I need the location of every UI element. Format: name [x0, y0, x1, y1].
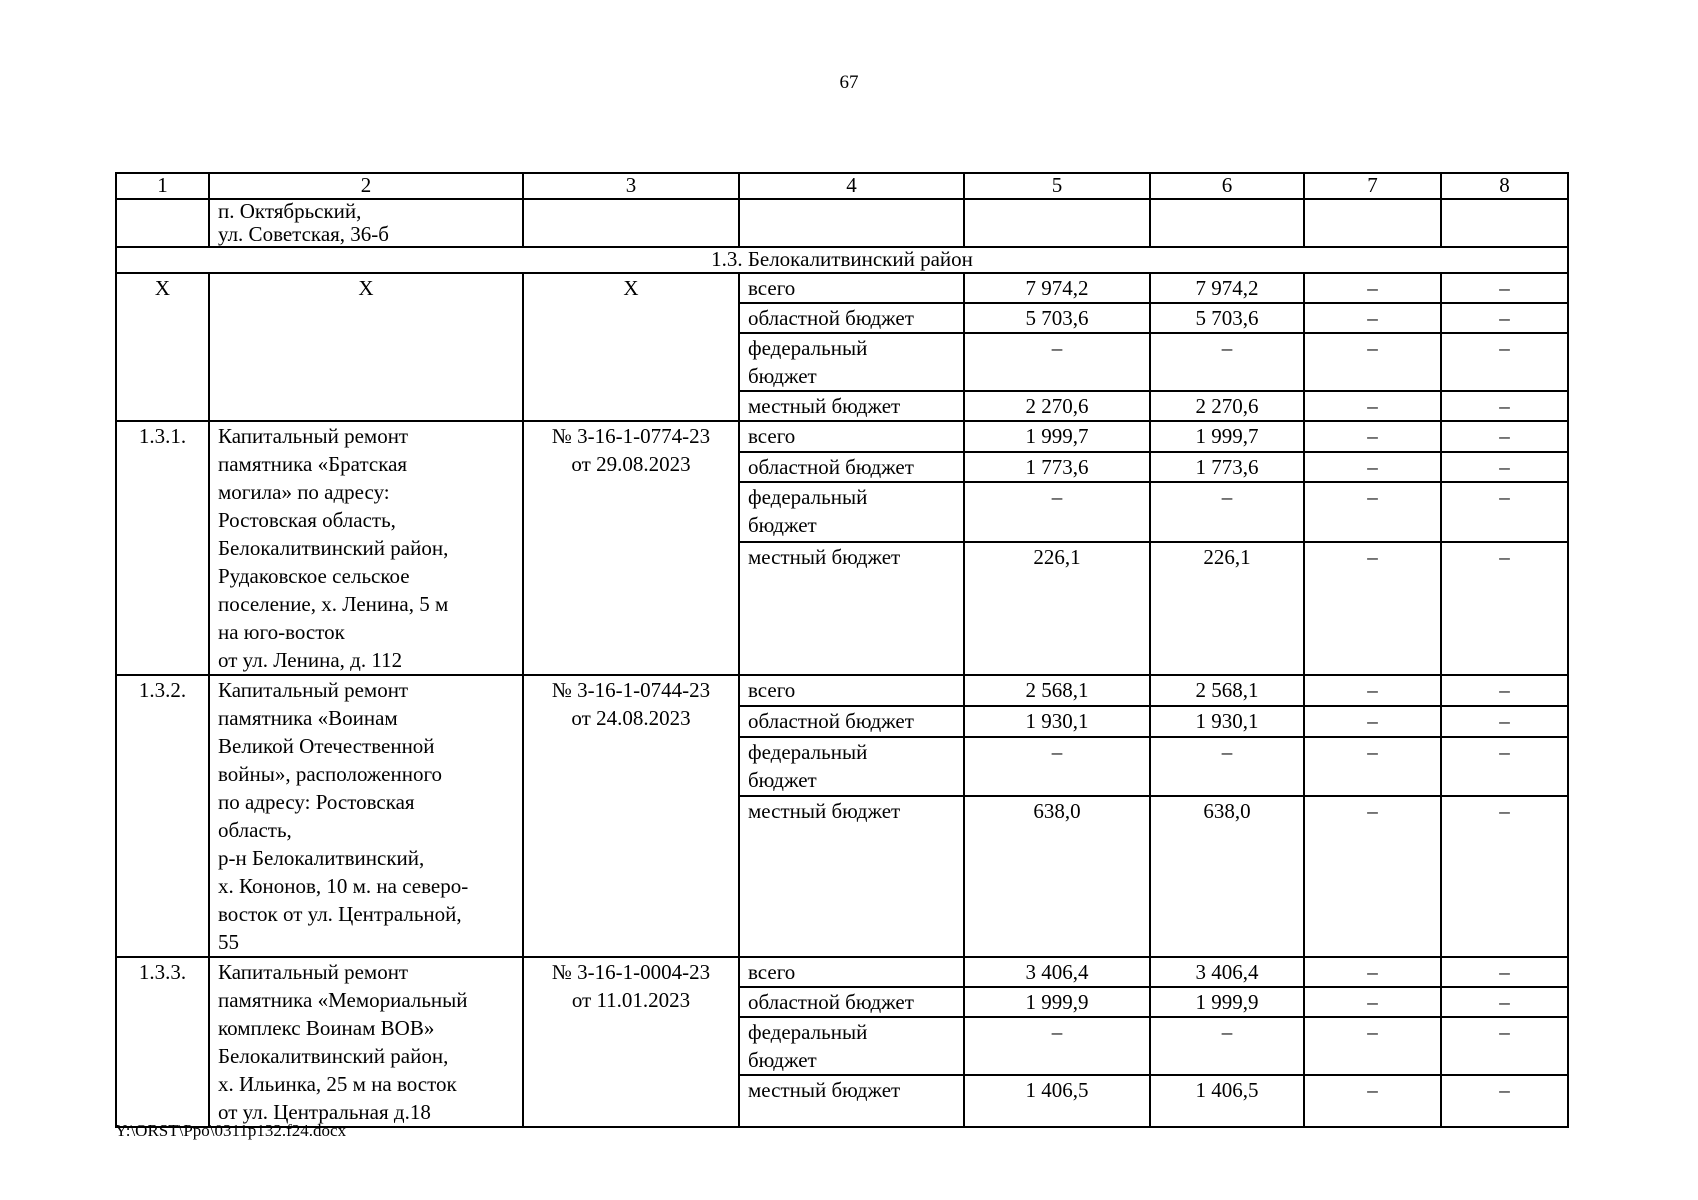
value-col8-cell: [1441, 273, 1568, 303]
funding-source-cell: [739, 303, 964, 333]
value-col7-cell-text: –: [1367, 678, 1378, 702]
value-col8-cell: [1441, 391, 1568, 421]
value-col5-cell: [964, 1017, 1150, 1075]
funding-source-cell-text: областной бюджет: [748, 306, 914, 330]
value-col7-cell-text: –: [1367, 485, 1378, 510]
funding-source-cell-text: федеральный бюджет: [748, 739, 868, 792]
value-col7-cell: [1304, 1017, 1441, 1075]
column-number-row: [116, 173, 1568, 199]
total-col2-cell: [209, 273, 523, 421]
value-col8-cell: [1441, 987, 1568, 1017]
funding-source-cell-text: областной бюджет: [748, 708, 914, 733]
section-title-text: 1.3. Белокалитвинский район: [711, 247, 973, 271]
funding-source-cell: [739, 273, 964, 303]
value-col7-cell: [1304, 333, 1441, 391]
item-description-cell-text: Капитальный ремонт памятника «Мемориальный комплекс Воинам ВОВ» Белокалитвинский район, х. Ильинка, 25 м на восток от ул. Центральная д.18: [218, 960, 468, 1124]
funding-source-cell: [739, 452, 964, 483]
value-col8-cell-text: –: [1499, 1078, 1510, 1102]
value-col8-cell: [1441, 957, 1568, 987]
empty-cell: [1150, 199, 1304, 247]
section-title: [116, 247, 1568, 273]
item-number-cell-text: 1.3.1.: [138, 424, 187, 448]
value-col7-cell: [1304, 706, 1441, 737]
continuation-address-cell-text: п. Октябрьский, ул. Советская, 36-б: [218, 199, 389, 246]
item-number-cell: [116, 957, 209, 1127]
funding-source-cell-text: областной бюджет: [748, 990, 914, 1014]
value-col6-cell: [1150, 957, 1304, 987]
item-description-cell-text: Капитальный ремонт памятника «Воинам Великой Отечественной войны», расположенного по адресу: Ростовская область, р-н Белокалитвинский, х. Кононов, 10 м. на северо- восток от ул. Центральной, 55: [218, 678, 469, 954]
column-number-header: [1150, 173, 1304, 199]
value-col8-cell: [1441, 482, 1568, 541]
value-col7-cell-text: –: [1367, 424, 1378, 448]
value-col6-cell: [1150, 796, 1304, 957]
funding-source-cell: [739, 737, 964, 797]
funding-source-cell-text: местный бюджет: [748, 394, 901, 418]
value-col6-cell-text: –: [1221, 336, 1233, 360]
value-col6-cell-text: 3 406,4: [1195, 960, 1259, 984]
value-col7-cell-text: –: [1367, 799, 1378, 824]
value-col8-cell-text: –: [1499, 544, 1510, 569]
total-col1-cell-text: Х: [154, 276, 171, 300]
value-col5-cell-text: –: [1051, 336, 1063, 360]
value-col7-cell: [1304, 452, 1441, 483]
funding-source-cell-text: местный бюджет: [748, 544, 901, 569]
value-col7-cell: [1304, 675, 1441, 706]
item-document-cell-text: № 3-16-1-0004-23 от 11.01.2023: [551, 960, 711, 1012]
value-col8-cell: [1441, 421, 1568, 452]
value-col6-cell-text: –: [1221, 739, 1233, 764]
value-col7-cell-text: –: [1367, 276, 1378, 300]
value-col6-cell-text: 226,1: [1203, 544, 1251, 569]
value-col7-cell: [1304, 421, 1441, 452]
item-description-cell: [209, 675, 523, 957]
value-col6-cell: [1150, 452, 1304, 483]
value-col7-cell: [1304, 542, 1441, 675]
empty-cell: [964, 199, 1150, 247]
value-col6-cell: [1150, 987, 1304, 1017]
funding-source-cell-text: местный бюджет: [748, 1078, 901, 1102]
value-col8-cell-text: –: [1499, 799, 1510, 824]
value-col8-cell: [1441, 542, 1568, 675]
funding-source-cell: [739, 421, 964, 452]
funding-source-cell: [739, 957, 964, 987]
column-number-header-text: 5: [1051, 173, 1063, 197]
value-col5-cell: [964, 273, 1150, 303]
value-col5-cell-text: –: [1051, 739, 1063, 764]
value-col6-cell: [1150, 1017, 1304, 1075]
value-col6-cell: [1150, 273, 1304, 303]
value-col8-cell-text: –: [1499, 990, 1510, 1014]
value-col5-cell-text: 2 270,6: [1025, 394, 1089, 418]
table-body: [116, 173, 1568, 1127]
value-col5-cell: [964, 452, 1150, 483]
value-col8-cell-text: –: [1499, 394, 1510, 418]
column-number-header: [739, 173, 964, 199]
value-col8-cell-text: –: [1499, 454, 1510, 479]
value-col5-cell-text: 2 568,1: [1025, 678, 1089, 702]
value-col8-cell: [1441, 1017, 1568, 1075]
value-col6-cell-text: 5 703,6: [1195, 306, 1259, 330]
funding-source-cell-text: областной бюджет: [748, 454, 914, 479]
value-col6-cell-text: –: [1221, 1020, 1233, 1044]
value-col8-cell: [1441, 333, 1568, 391]
value-col8-cell-text: –: [1499, 1020, 1510, 1044]
empty-cell: [523, 199, 739, 247]
value-col5-cell: [964, 675, 1150, 706]
funding-source-cell: [739, 542, 964, 675]
value-col7-cell: [1304, 957, 1441, 987]
continuation-row: [116, 199, 1568, 247]
value-col8-cell-text: –: [1499, 739, 1510, 764]
value-col7-cell: [1304, 303, 1441, 333]
item-document-cell-text: № 3-16-1-0744-23 от 24.08.2023: [551, 678, 711, 730]
value-col5-cell-text: 1 999,7: [1025, 424, 1089, 448]
value-col5-cell-text: –: [1051, 1020, 1063, 1044]
value-col6-cell-text: 638,0: [1203, 799, 1251, 824]
funding-source-cell-text: всего: [748, 276, 796, 300]
funding-source-cell: [739, 706, 964, 737]
value-col5-cell: [964, 796, 1150, 957]
item-description-cell: [209, 957, 523, 1127]
funding-source-cell-text: местный бюджет: [748, 799, 901, 824]
column-number-header: [1304, 173, 1441, 199]
footer-file-path: Y:\ORST\Ppo\0311p132.f24.docx: [115, 1121, 347, 1140]
budget-table: [115, 172, 1569, 1128]
value-col5-cell-text: 7 974,2: [1025, 276, 1089, 300]
total-col3-cell-text: Х: [623, 276, 639, 300]
funding-source-cell-text: всего: [748, 678, 796, 702]
value-col8-cell-text: –: [1499, 708, 1510, 733]
value-col6-cell: [1150, 1075, 1304, 1127]
value-col6-cell-text: 2 270,6: [1195, 394, 1259, 418]
funding-source-cell-text: всего: [748, 960, 796, 984]
value-col7-cell-text: –: [1367, 990, 1378, 1014]
continuation-address-cell: [209, 199, 523, 247]
value-col7-cell-text: –: [1367, 739, 1378, 764]
value-col5-cell: [964, 987, 1150, 1017]
column-number-header: [1441, 173, 1568, 199]
total-col2-cell-text: Х: [358, 276, 374, 300]
value-col6-cell-text: 1 773,6: [1195, 454, 1259, 479]
value-col7-cell: [1304, 737, 1441, 797]
funding-source-cell: [739, 333, 964, 391]
value-col8-cell: [1441, 303, 1568, 333]
value-col7-cell-text: –: [1367, 960, 1378, 984]
value-col6-cell-text: 2 568,1: [1195, 678, 1259, 702]
value-col6-cell: [1150, 542, 1304, 675]
value-col5-cell-text: 1 773,6: [1025, 454, 1089, 479]
column-number-header-text: 8: [1499, 173, 1510, 197]
funding-source-cell: [739, 675, 964, 706]
value-col8-cell-text: –: [1499, 276, 1510, 300]
value-col8-cell-text: –: [1499, 336, 1510, 360]
value-col5-cell-text: –: [1051, 485, 1063, 510]
funding-source-cell: [739, 482, 964, 541]
page-number: 67: [839, 72, 859, 93]
item-document-cell: [523, 421, 739, 675]
value-col5-cell: [964, 391, 1150, 421]
value-col8-cell-text: –: [1499, 678, 1510, 702]
total-col1-cell: [116, 273, 209, 421]
value-col6-cell: [1150, 737, 1304, 797]
value-col7-cell: [1304, 273, 1441, 303]
item-number-cell-text: 1.3.3.: [138, 960, 187, 984]
value-col6-cell: [1150, 333, 1304, 391]
empty-cell: [739, 199, 964, 247]
funding-source-cell: [739, 1075, 964, 1127]
value-col7-cell: [1304, 391, 1441, 421]
value-col5-cell: [964, 542, 1150, 675]
column-number-header: [209, 173, 523, 199]
value-col8-cell-text: –: [1499, 960, 1510, 984]
total-col3-cell: [523, 273, 739, 421]
value-col6-cell: [1150, 421, 1304, 452]
budget-row: [116, 675, 1568, 706]
column-number-header-text: 7: [1367, 173, 1378, 197]
value-col5-cell: [964, 957, 1150, 987]
item-document-cell-text: № 3-16-1-0774-23 от 29.08.2023: [551, 424, 711, 476]
value-col5-cell: [964, 482, 1150, 541]
funding-source-cell-text: федеральный бюджет: [748, 485, 868, 538]
value-col5-cell: [964, 421, 1150, 452]
value-col5-cell-text: 5 703,6: [1025, 306, 1089, 330]
value-col5-cell-text: 638,0: [1033, 799, 1081, 824]
value-col6-cell: [1150, 706, 1304, 737]
column-number-header-text: 2: [360, 173, 372, 197]
funding-source-cell: [739, 796, 964, 957]
value-col7-cell-text: –: [1367, 306, 1378, 330]
item-number-cell-text: 1.3.2.: [138, 678, 187, 702]
value-col8-cell-text: –: [1499, 424, 1510, 448]
value-col7-cell: [1304, 1075, 1441, 1127]
value-col5-cell: [964, 1075, 1150, 1127]
column-number-header-text: 6: [1221, 173, 1233, 197]
funding-source-cell-text: всего: [748, 424, 796, 448]
value-col7-cell-text: –: [1367, 1078, 1378, 1102]
column-number-header-text: 1: [157, 173, 168, 197]
value-col8-cell: [1441, 706, 1568, 737]
empty-cell: [1441, 199, 1568, 247]
value-col8-cell: [1441, 737, 1568, 797]
value-col7-cell-text: –: [1367, 336, 1378, 360]
value-col6-cell-text: 1 999,7: [1195, 424, 1259, 448]
value-col6-cell-text: 1 999,9: [1195, 990, 1259, 1014]
item-number-cell: [116, 421, 209, 675]
value-col5-cell: [964, 303, 1150, 333]
empty-cell: [1304, 199, 1441, 247]
value-col7-cell-text: –: [1367, 394, 1378, 418]
value-col6-cell-text: –: [1221, 485, 1233, 510]
value-col7-cell-text: –: [1367, 1020, 1378, 1044]
value-col5-cell-text: 1 406,5: [1025, 1078, 1089, 1102]
value-col8-cell-text: –: [1499, 306, 1510, 330]
funding-source-cell-text: федеральный бюджет: [748, 1020, 868, 1072]
value-col8-cell: [1441, 675, 1568, 706]
column-number-header: [964, 173, 1150, 199]
column-number-header: [116, 173, 209, 199]
value-col5-cell: [964, 706, 1150, 737]
item-number-cell: [116, 675, 209, 957]
value-col5-cell-text: 3 406,4: [1025, 960, 1089, 984]
funding-source-cell: [739, 391, 964, 421]
column-number-header: [523, 173, 739, 199]
value-col7-cell: [1304, 796, 1441, 957]
value-col5-cell: [964, 333, 1150, 391]
column-number-header-text: 3: [625, 173, 637, 197]
item-document-cell: [523, 675, 739, 957]
funding-source-cell: [739, 987, 964, 1017]
value-col5-cell-text: 1 999,9: [1025, 990, 1089, 1014]
budget-row: [116, 273, 1568, 303]
section-title-row: [116, 247, 1568, 273]
value-col8-cell: [1441, 796, 1568, 957]
funding-source-cell-text: федеральный бюджет: [748, 336, 868, 388]
value-col5-cell: [964, 737, 1150, 797]
value-col6-cell: [1150, 482, 1304, 541]
budget-row: [116, 421, 1568, 452]
value-col5-cell-text: 226,1: [1033, 544, 1081, 569]
funding-source-cell: [739, 1017, 964, 1075]
item-description-cell: [209, 421, 523, 675]
value-col6-cell-text: 1 930,1: [1195, 708, 1259, 733]
item-document-cell: [523, 957, 739, 1127]
value-col7-cell-text: –: [1367, 454, 1378, 479]
value-col8-cell-text: –: [1499, 485, 1510, 510]
value-col6-cell: [1150, 391, 1304, 421]
budget-row: [116, 957, 1568, 987]
value-col7-cell: [1304, 987, 1441, 1017]
value-col8-cell: [1441, 1075, 1568, 1127]
value-col6-cell: [1150, 303, 1304, 333]
value-col6-cell: [1150, 675, 1304, 706]
column-number-header-text: 4: [846, 173, 857, 197]
value-col7-cell: [1304, 482, 1441, 541]
value-col5-cell-text: 1 930,1: [1025, 708, 1089, 733]
value-col7-cell-text: –: [1367, 544, 1378, 569]
value-col6-cell-text: 1 406,5: [1195, 1078, 1259, 1102]
item-description-cell-text: Капитальный ремонт памятника «Братская могила» по адресу: Ростовская область, Белокалитвинский район, Рудаковское сельское поселение, х. Ленина, 5 м на юго-восток от ул. Ленина, д. 112: [218, 424, 449, 672]
value-col6-cell-text: 7 974,2: [1195, 276, 1259, 300]
value-col7-cell-text: –: [1367, 708, 1378, 733]
value-col8-cell: [1441, 452, 1568, 483]
empty-cell: [116, 199, 209, 247]
